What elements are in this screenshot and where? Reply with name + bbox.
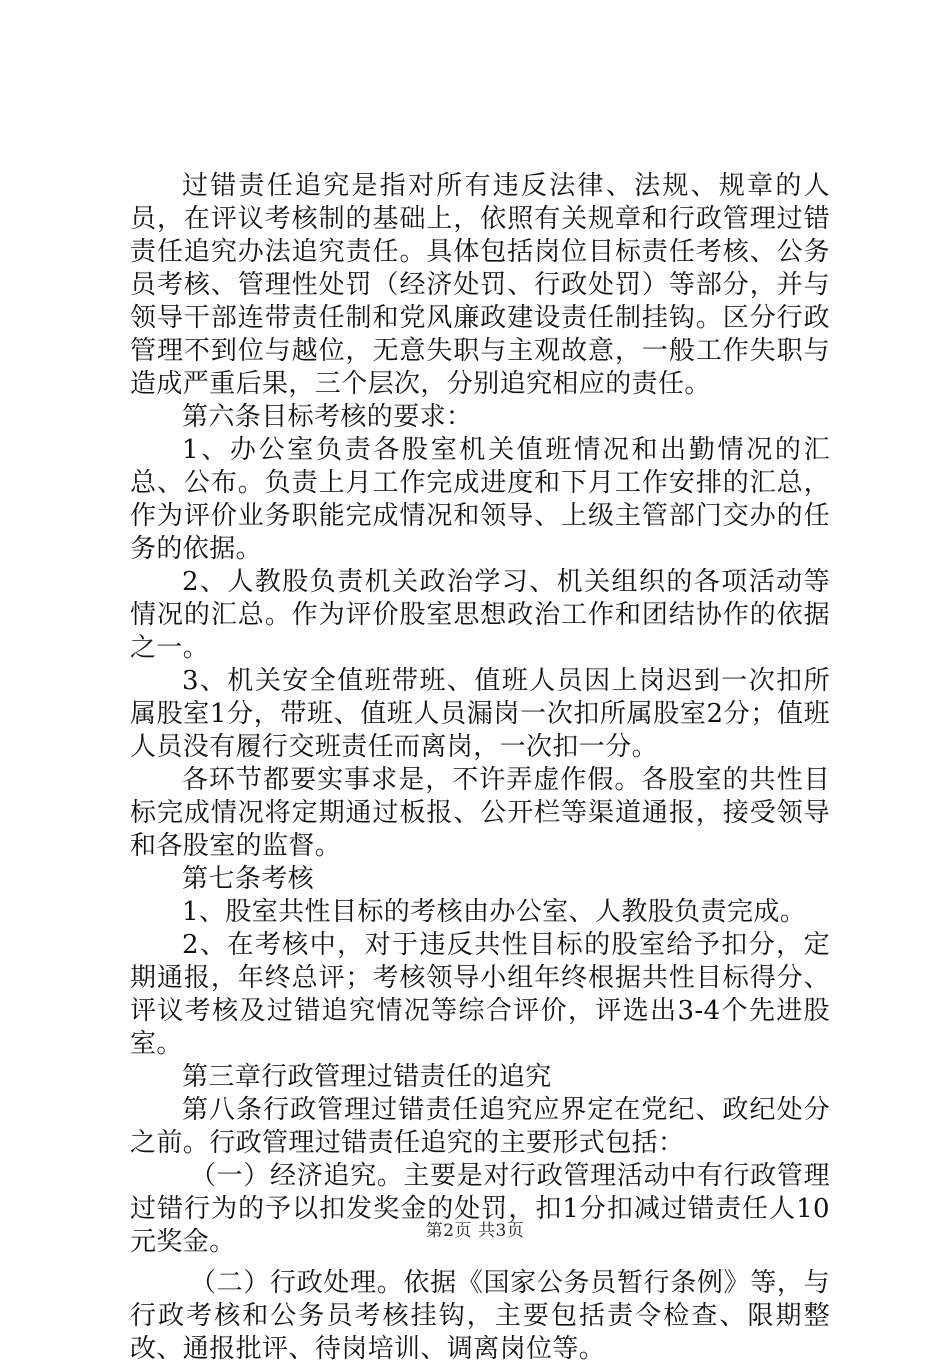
paragraph-honesty-requirement: 各环节都要实事求是，不许弄虚作假。各股室的共性目标完成情况将定期通过板报、公开栏等渠道通报，接受领导和各股室的监督。 (130, 765, 830, 861)
article-8-item-administrative: （二）行政处理。依据《国家公务员暂行条例》等，与行政考核和公务员考核挂钩，主要包括责令检查、限期整改、通报批评、待岗培训、调离岗位等。 (130, 1268, 830, 1364)
article-7-item-2: 2、在考核中，对于违反共性目标的股室给予扣分，定期通报，年终总评；考核领导小组年终根据共性目标得分、评议考核及过错追究情况等综合评价，评选出3-4个先进股室。 (130, 930, 830, 1059)
page-footer: 第2页 共3页 (425, 1221, 525, 1241)
article-7-item-1: 1、股室共性目标的考核由办公室、人教股负责完成。 (182, 897, 807, 927)
article-7-heading: 第七条考核 (182, 864, 315, 894)
paragraph-fault-liability-intro: 过错责任追究是指对所有违反法律、法规、规章的人员，在评议考核制的基础上，依照有关规章和行政管理过错责任追究办法追究责任。具体包括岗位目标责任考核、公务员考核、管理性处罚（经济处罚、行政处罚）等部分，并与领导干部连带责任制和党风廉政建设责任制挂钩。区分行政管理不到位与越位，无意失职与主观故意，一般工作失职与造成严重后果，三个层次，分别追究相应的责任。 (130, 171, 830, 399)
article-6-item-2: 2、人教股负责机关政治学习、机关组织的各项活动等情况的汇总。作为评价股室思想政治工作和团结协作的依据之一。 (130, 567, 830, 663)
article-6-item-3: 3、机关安全值班带班、值班人员因上岗迟到一次扣所属股室1分，带班、值班人员漏岗一次扣所属股室2分；值班人员没有履行交班责任而离岗，一次扣一分。 (130, 666, 830, 762)
chapter-3-heading: 第三章行政管理过错责任的追究 (182, 1062, 552, 1092)
article-8-text: 第八条行政管理过错责任追究应界定在党纪、政纪处分之前。行政管理过错责任追究的主要形式包括： (130, 1095, 830, 1158)
article-6-item-1: 1、办公室负责各股室机关值班情况和出勤情况的汇总、公布。负责上月工作完成进度和下月工作安排的汇总，作为评价业务职能完成情况和领导、上级主管部门交办的任务的依据。 (130, 435, 830, 564)
document-body (130, 170, 830, 1366)
article-6-heading: 第六条目标考核的要求： (182, 402, 473, 432)
article-8-item-economic: （一）经济追究。主要是对行政管理活动中有行政管理过错行为的予以扣发奖金的处罚，扣1分扣减过错责任人10元奖金。 (130, 1161, 830, 1257)
